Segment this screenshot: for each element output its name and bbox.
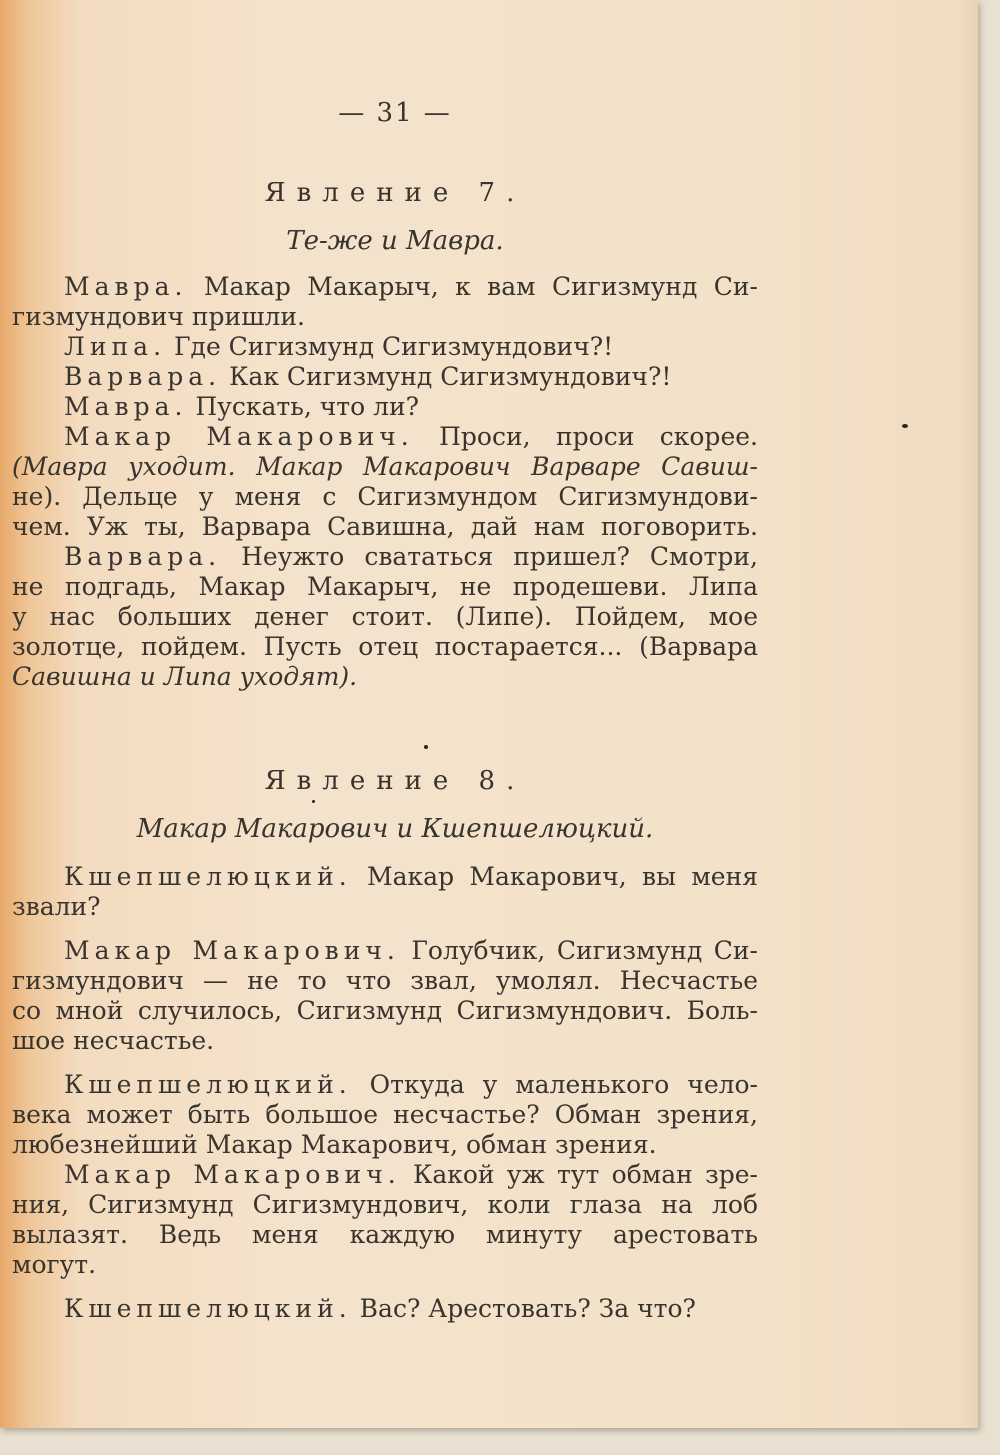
line-text: гизмундович пришли. — [12, 302, 305, 331]
line-text: могут. — [12, 1250, 97, 1279]
line-text: золотце, пойдем. Пусть отец постарается... (Варвара — [12, 632, 758, 661]
speaker-name: Макар Макарович. — [64, 936, 400, 965]
text-line — [12, 392, 758, 422]
line-text: со мной случилось, Сигизмунд Сигизмундович. Боль- — [12, 996, 758, 1025]
line-text: любезнейший Макар Макарович, обман зрения. — [12, 1130, 657, 1159]
ink-speck — [312, 800, 315, 803]
text-line — [12, 452, 758, 482]
line-text: Макар Макарович, вы меня — [351, 862, 758, 891]
text-line — [12, 662, 758, 692]
line-text: не). Дельце у меня с Сигизмундом Сигизмундови- — [12, 482, 758, 511]
speaker-name: Варвара. — [64, 362, 222, 391]
line-text: звали? — [12, 892, 101, 921]
line-text: Макар Макарыч, к вам Сигизмунд Си- — [187, 272, 758, 301]
speaker-name: Мавра. — [64, 392, 188, 421]
line-text: Где Сигизмунд Сигизмундович?! — [166, 332, 614, 361]
scene-7-cast: Те-же и Мавра. — [286, 226, 504, 256]
line-text: Вас? Арестовать? За что? — [351, 1294, 696, 1323]
speaker-name: Липа. — [64, 332, 167, 361]
text-line — [12, 1026, 758, 1056]
line-text: вылазят. Ведь меня каждую минуту арестовать — [12, 1220, 758, 1249]
text-line — [12, 966, 758, 996]
text-line — [12, 572, 758, 602]
line-text: Пускать, что ли? — [187, 392, 420, 421]
scene-8-text — [12, 862, 758, 1324]
text-line — [12, 996, 758, 1026]
text-line — [12, 1130, 758, 1160]
ink-speck — [424, 745, 428, 749]
scene-8-cast: Макар Макарович и Кшепшелюцкий. — [136, 814, 654, 844]
text-line — [12, 422, 758, 452]
speaker-name: Кшепшелюцкий. — [64, 862, 352, 891]
line-text: Савишна и Липа уходят). — [12, 662, 358, 691]
text-line — [12, 1294, 758, 1324]
text-line — [12, 512, 758, 542]
scene-8-heading: Явление 8. — [264, 766, 526, 796]
speaker-name: Макар Макарович. — [64, 422, 414, 451]
text-line — [12, 542, 758, 572]
text-line — [12, 332, 758, 362]
text-line — [12, 482, 758, 512]
text-line — [12, 302, 758, 332]
text-line — [12, 862, 758, 892]
line-text: чем. Уж ты, Варвара Савишна, дай нам поговорить. — [12, 512, 758, 541]
page-number: — 31 — — [338, 98, 452, 128]
line-text: Голубчик, Сигизмунд Си- — [399, 936, 758, 965]
text-line — [12, 1250, 758, 1280]
speaker-name: Макар Макарович. — [64, 1160, 401, 1189]
line-text: Неужто свататься пришел? Смотри, — [221, 542, 758, 571]
text-line — [12, 1070, 758, 1100]
text-line — [12, 1190, 758, 1220]
speaker-name: Варвара. — [64, 542, 222, 571]
text-line — [12, 892, 758, 922]
line-text: Как Сигизмунд Сигизмундович?! — [221, 362, 672, 391]
text-line — [12, 632, 758, 662]
line-text: у нас больших денег стоит. (Липе). Пойдем, мое — [12, 602, 758, 631]
scene-7-heading: Явление 7. — [264, 178, 526, 208]
speaker-name: Кшепшелюцкий. — [64, 1294, 352, 1323]
line-text: гизмундович — не то что звал, умолял. Несчастье — [12, 966, 758, 995]
text-line — [12, 602, 758, 632]
text-line — [12, 936, 758, 966]
scene-7-text — [12, 272, 758, 692]
line-text: Какой уж тут обман зре- — [400, 1160, 758, 1189]
line-text: шое несчастье. — [12, 1026, 215, 1055]
text-line — [12, 272, 758, 302]
text-line — [12, 362, 758, 392]
line-text: ния, Сигизмунд Сигизмундович, коли глаза на лоб — [12, 1190, 758, 1219]
line-text: (Мавра уходит. Макар Макарович Варваре Савиш- — [12, 452, 758, 481]
text-line — [12, 1220, 758, 1250]
text-line — [12, 1160, 758, 1190]
text-line — [12, 1100, 758, 1130]
speaker-name: Мавра. — [64, 272, 188, 301]
ink-speck — [902, 424, 908, 428]
line-text: века может быть большое несчастье? Обман зрения, — [12, 1100, 758, 1129]
speaker-name: Кшепшелюцкий. — [64, 1070, 352, 1099]
line-text: не подгадь, Макар Макарыч, не продешеви. Липа — [12, 572, 758, 601]
line-text: Проси, проси скорее. — [413, 422, 758, 451]
line-text: Откуда у маленького чело- — [351, 1070, 758, 1099]
